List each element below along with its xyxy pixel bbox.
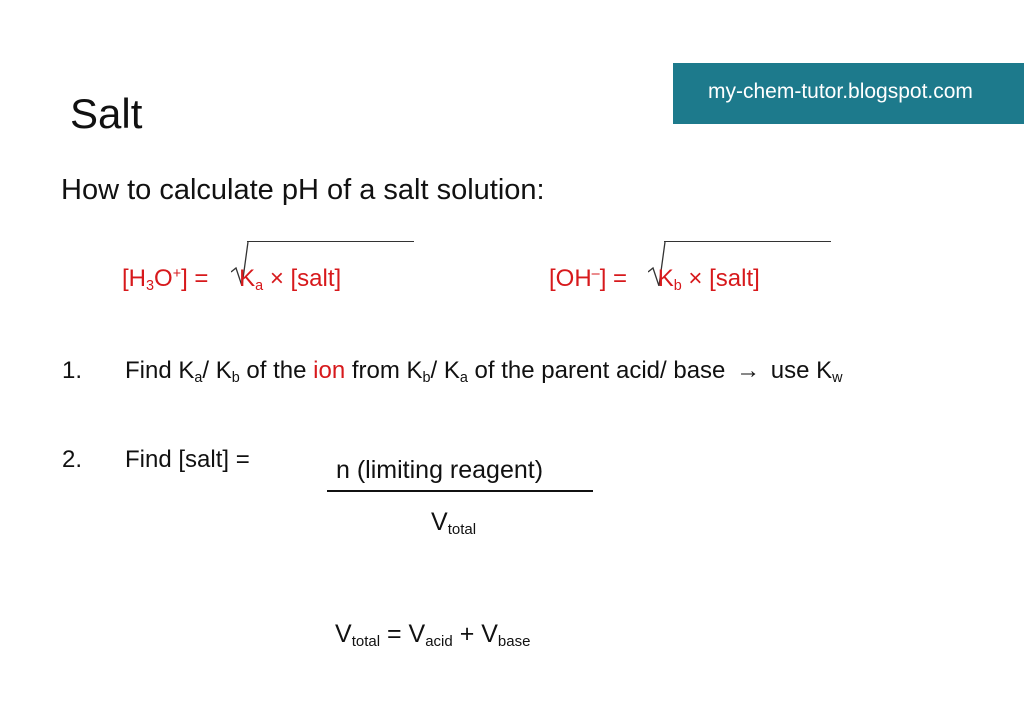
radical-bar <box>247 241 414 242</box>
arrow-right-icon: → <box>736 357 761 384</box>
fraction-denominator: $V_{total}$ <box>431 508 477 539</box>
formula-h3o: $[H_3O^+] = K_a$ × [salt] <box>122 265 342 295</box>
fraction-line <box>327 490 593 492</box>
radical-bar <box>664 241 831 242</box>
step-1-number: 1. <box>62 357 83 384</box>
step-2-text: Find [salt] = <box>125 446 250 473</box>
watermark-text: my-chem-tutor.blogspot.com <box>708 80 973 103</box>
formula-oh: $[OH^-] = K_b$ × [salt] <box>549 265 760 295</box>
vtotal-equation: $V_{total} = V_{acid} + V_{base}$ <box>335 620 531 651</box>
step-1-text: Find $K_a/$ $K_b$ of the ion from $K_b/$ $K_a$ of the parent acid/ base → use $K_w$ <box>125 357 843 387</box>
ion-highlight: ion <box>313 357 346 384</box>
page-title: Salt <box>70 90 143 137</box>
page-subtitle: How to calculate pH of a salt solution: <box>61 174 545 206</box>
step-2-number: 2. <box>62 446 83 473</box>
fraction-numerator: n (limiting reagent) <box>336 456 544 484</box>
